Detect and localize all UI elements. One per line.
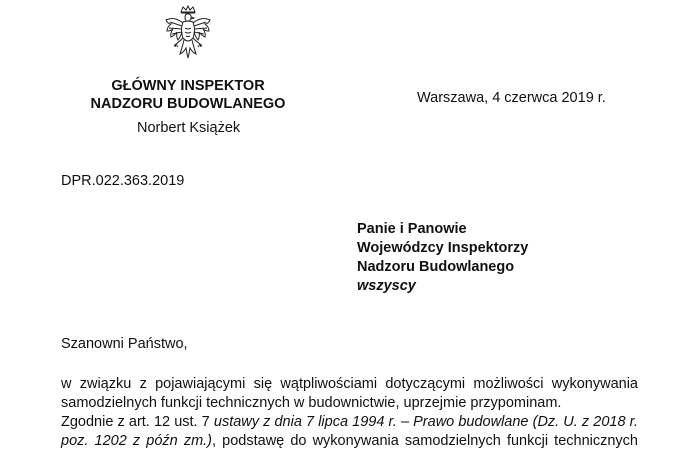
recipient-line-1: Panie i Panowie xyxy=(357,221,467,237)
polish-eagle-emblem-icon xyxy=(162,4,214,62)
paragraph-2-line-1-text: Zgodnie z art. 12 ust. 7 xyxy=(61,414,214,430)
paragraph-2-line-2 xyxy=(61,432,638,451)
recipient-line-2: Wojewódzcy Inspektorzy xyxy=(357,240,529,256)
issuer-title xyxy=(88,77,288,113)
paragraph-2-line-1 xyxy=(61,413,638,432)
signatory-name: Norbert Książek xyxy=(137,120,241,136)
place-date: Warszawa, 4 czerwca 2019 r. xyxy=(417,90,606,106)
recipient-line-3: Nadzoru Budowlanego xyxy=(357,259,515,275)
salutation: Szanowni Państwo, xyxy=(61,336,188,352)
act-citation-continued: poz. 1202 z późn zm.) xyxy=(61,433,213,449)
issuer-line-1: GŁÓWNY INSPEKTOR xyxy=(111,78,265,94)
recipient-block xyxy=(357,220,528,296)
paragraph-1-line-2: samodzielnych funkcji technicznych w budownictwie, uprzejmie przypominam. xyxy=(61,395,562,411)
paragraph-1-line-1: w związku z pojawiającymi się wątpliwościami dotyczącymi możliwości wykonywania xyxy=(61,376,638,392)
issuer-line-2: NADZORU BUDOWLANEGO xyxy=(90,96,286,112)
act-citation: ustawy z dnia 7 lipca 1994 r. – Prawo budowlane (Dz. U. z 2018 r. xyxy=(213,414,638,430)
paragraph-2-line-2-text: , podstawę do wykonywania samodzielnych funkcji technicznych xyxy=(212,433,638,449)
reference-number: DPR.022.363.2019 xyxy=(61,173,185,189)
recipient-line-4: wszyscy xyxy=(357,278,416,294)
